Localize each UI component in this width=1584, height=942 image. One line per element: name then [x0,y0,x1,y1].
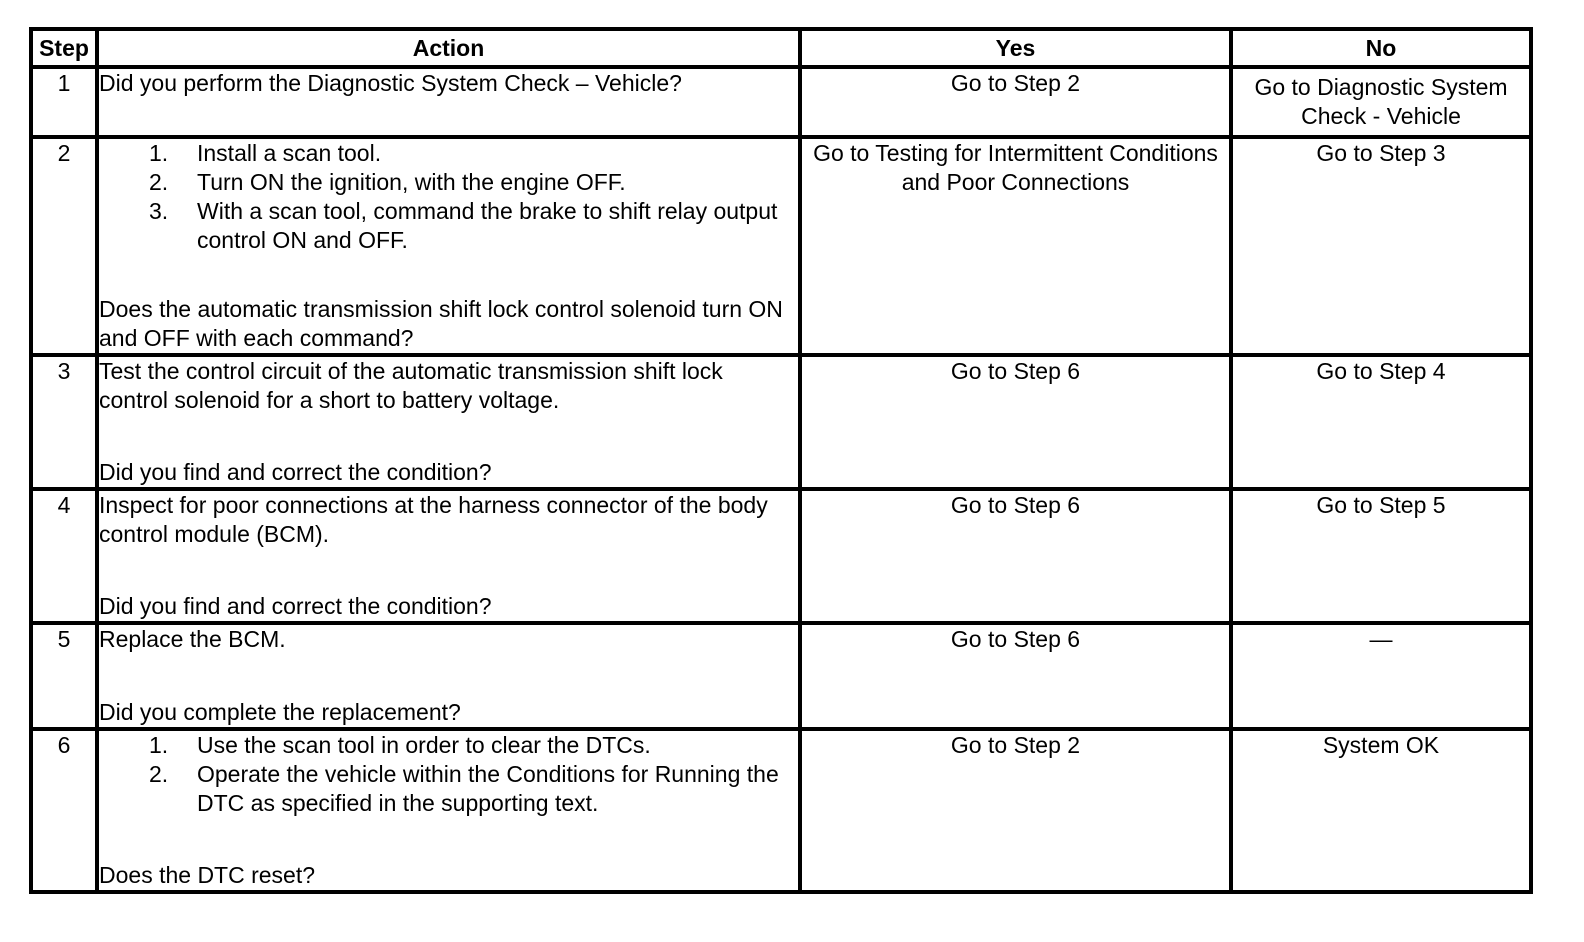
action-step-list [99,139,798,255]
step-number: 6 [31,729,97,892]
yes-cell: Go to Step 2 [800,67,1231,137]
action-cell [97,489,800,623]
step-number: 4 [31,489,97,623]
step-number: 3 [31,355,97,489]
yes-cell: Go to Step 2 [800,729,1231,892]
action-cell [97,67,800,137]
action-text: Did you perform the Diagnostic System Check – Vehicle? [99,70,682,96]
step-number: 2 [31,137,97,355]
table-header [31,29,1531,67]
no-cell: Go to Step 3 [1231,137,1531,355]
no-cell: Go to Step 5 [1231,489,1531,623]
action-cell [97,137,800,355]
header-row [31,29,1531,67]
action-question: Did you complete the replacement? [99,699,461,725]
action-step-item: 2. Operate the vehicle within the Conditions for Running the DTC as specified in the supporting text. [149,761,779,816]
no-cell: Go to Diagnostic System Check - Vehicle [1231,67,1531,137]
table-row [31,137,1531,355]
table-row [31,355,1531,489]
table-row [31,623,1531,729]
action-step-item: 3. With a scan tool, command the brake to shift relay output control ON and OFF. [149,198,778,253]
action-step-item: 1. Use the scan tool in order to clear the DTCs. [149,732,651,758]
table-row [31,489,1531,623]
no-cell: — [1231,623,1531,729]
table-row [31,67,1531,137]
action-step-list [99,731,798,818]
diagnostic-table [29,27,1533,894]
action-text: Test the control circuit of the automatic transmission shift lock control solenoid for a short to battery voltage. [99,358,723,413]
step-number: 1 [31,67,97,137]
action-cell [97,623,800,729]
action-step-item: 2. Turn ON the ignition, with the engine OFF. [149,169,626,195]
yes-cell: Go to Step 6 [800,623,1231,729]
action-text: Replace the BCM. [99,626,286,652]
no-cell: System OK [1231,729,1531,892]
header-yes: Yes [800,29,1231,67]
yes-cell: Go to Step 6 [800,489,1231,623]
header-step: Step [31,29,97,67]
table-row [31,729,1531,892]
header-action: Action [97,29,800,67]
action-question: Does the automatic transmission shift lock control solenoid turn ON and OFF with each command? [99,296,783,351]
action-question: Does the DTC reset? [99,862,316,888]
action-text: Inspect for poor connections at the harness connector of the body control module (BCM). [99,492,768,547]
header-no: No [1231,29,1531,67]
action-step-item: 1. Install a scan tool. [149,140,382,166]
action-cell [97,355,800,489]
action-question: Did you find and correct the condition? [99,593,492,619]
yes-cell: Go to Step 6 [800,355,1231,489]
yes-cell: Go to Testing for Intermittent Conditions and Poor Connections [800,137,1231,355]
step-number: 5 [31,623,97,729]
no-cell: Go to Step 4 [1231,355,1531,489]
action-question: Did you find and correct the condition? [99,459,492,485]
action-cell [97,729,800,892]
